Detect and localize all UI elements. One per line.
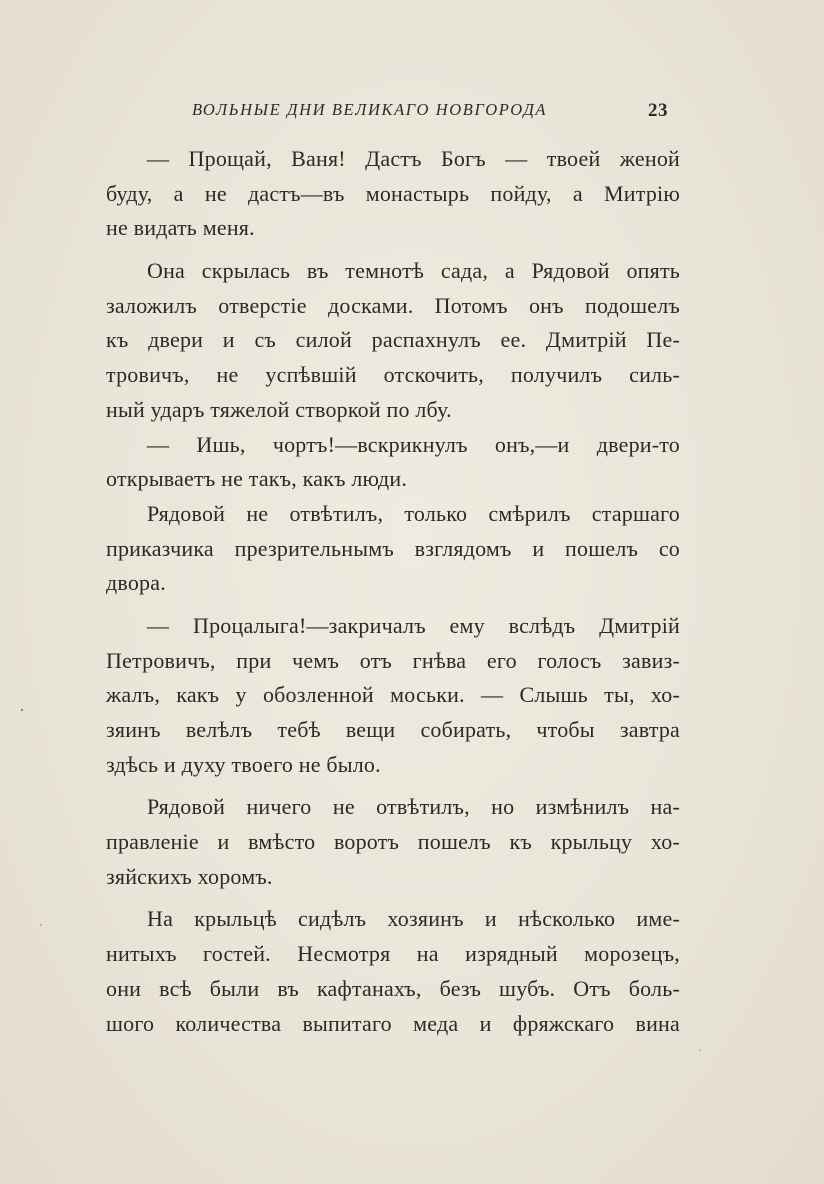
text-line: — Ишь, чортъ!—вскрикнулъ онъ,—и двери-то — [147, 431, 680, 457]
text-line: двора. — [106, 570, 166, 596]
text-line: зяйскихъ хоромъ. — [106, 863, 273, 889]
text-line: открываетъ не такъ, какъ люди. — [106, 466, 408, 492]
paper-speck — [40, 924, 42, 926]
text-line: Рядовой не отвѣтилъ, только смѣрилъ старшаго — [147, 500, 680, 526]
running-title: ВОЛЬНЫЕ ДНИ ВЕЛИКАГО НОВГОРОДА — [192, 100, 548, 119]
paragraph-gap — [106, 894, 680, 902]
text-line: здѣсь и духу твоего не было. — [106, 751, 381, 777]
text-line: Рядовой ничего не отвѣтилъ, но измѣнилъ на- — [147, 794, 680, 820]
text-line: Она скрылась въ темнотѣ сада, а Рядовой опять — [147, 258, 680, 284]
text-line: зяинъ велѣлъ тебѣ вещи собирать, чтобы завтра — [106, 717, 680, 742]
text-line: жалъ, какъ у обозленной моськи. — Слышь ты, хо- — [106, 682, 680, 708]
text-line: правленіе и вмѣсто воротъ пошелъ къ крыльцу хо- — [106, 829, 680, 855]
text-line: Петровичъ, при чемъ отъ гнѣва его голосъ завиз- — [106, 647, 680, 673]
text-line: тровичъ, не успѣвшій отскочить, получилъ силь- — [106, 362, 680, 388]
paragraph-gap — [106, 782, 680, 790]
paragraph-gap — [106, 601, 680, 609]
text-line: не видать меня. — [106, 215, 255, 241]
text-line: — Процалыга!—закричалъ ему вслѣдъ Дмитрій — [147, 612, 680, 638]
paper-speck — [699, 1049, 701, 1051]
paragraph-gap — [106, 246, 680, 254]
paper-speck — [21, 709, 23, 711]
text-line: къ двери и съ силой распахнулъ ее. Дмитрій Пе- — [106, 327, 680, 353]
text-line: ный ударъ тяжелой створкой по лбу. — [106, 396, 452, 422]
text-line: они всѣ были въ кафтанахъ, безъ шубъ. Отъ боль- — [106, 975, 680, 1001]
text-line: буду, а не дастъ—въ монастырь пойду, а Митрію — [106, 180, 680, 206]
text-line: заложилъ отверстіе досками. Потомъ онъ подошелъ — [106, 292, 680, 318]
page-number: 23 — [648, 100, 668, 121]
text-line: нитыхъ гостей. Несмотря на изрядный морозецъ, — [106, 941, 680, 967]
text-line: шого количества выпитаго меда и фряжскаго вина — [106, 1010, 680, 1036]
text-line: На крыльцѣ сидѣлъ хозяинъ и нѣсколько име- — [147, 906, 680, 932]
text-line: приказчика презрительнымъ взглядомъ и пошелъ со — [106, 535, 680, 561]
body-text — [106, 142, 680, 1041]
text-line: — Прощай, Ваня! Дастъ Богъ — твоей женой — [147, 146, 680, 171]
